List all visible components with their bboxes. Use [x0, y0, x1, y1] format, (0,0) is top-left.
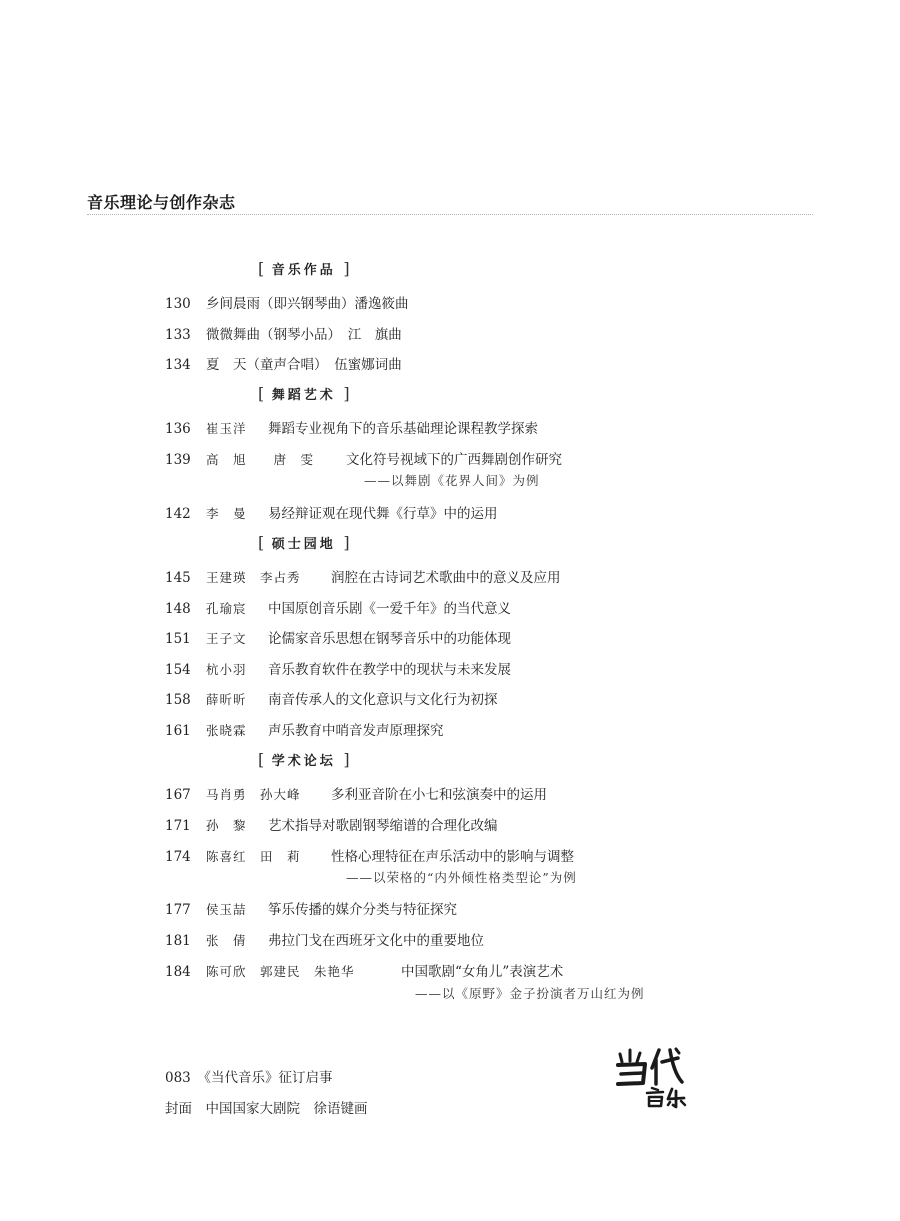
toc-entry[interactable]	[165, 353, 402, 373]
toc-entry[interactable]	[165, 783, 547, 803]
page-number: 134	[165, 357, 191, 373]
journal-logo	[612, 1044, 694, 1110]
page-number: 174	[165, 849, 191, 865]
article-title: 微微舞曲（钢琴小品） 江 旗曲	[206, 327, 402, 343]
article-title: 中国原创音乐剧《一爱千年》的当代意义	[268, 601, 511, 617]
author: 杭小羽	[206, 662, 247, 677]
toc-entry[interactable]	[165, 597, 511, 617]
page-number: 133	[165, 327, 191, 343]
section-title: 舞蹈艺术	[271, 388, 336, 403]
article-title: 性格心理特征在声乐活动中的影响与调整	[331, 849, 574, 865]
calligraphy-logo-icon	[612, 1044, 694, 1110]
page-number: 151	[165, 631, 191, 647]
toc-entry[interactable]	[165, 448, 562, 468]
toc-entry[interactable]	[165, 845, 574, 865]
toc-entry[interactable]	[165, 292, 409, 312]
page-number: 130	[165, 296, 191, 312]
bracket-left: [	[258, 533, 265, 552]
article-subtitle: ——以《原野》金子扮演者万山红为例	[415, 986, 645, 1001]
page-number: 154	[165, 662, 191, 678]
article-title: 多利亚音阶在小七和弦演奏中的运用	[331, 787, 547, 803]
bracket-left: [	[258, 750, 265, 769]
author: 崔玉洋	[206, 421, 247, 436]
article-title: 弗拉门戈在西班牙文化中的重要地位	[268, 933, 484, 949]
author: 李 曼	[206, 506, 247, 521]
toc-entry[interactable]	[165, 814, 498, 834]
article-title: 艺术指导对歌剧钢琴缩谱的合理化改编	[268, 818, 498, 834]
page-number: 158	[165, 692, 191, 708]
toc-entry[interactable]	[165, 627, 511, 647]
page-number: 142	[165, 506, 191, 522]
article-title: 易经辩证观在现代舞《行草》中的运用	[268, 506, 498, 522]
author: 王子文	[206, 631, 247, 646]
page-number: 148	[165, 601, 191, 617]
author: 孔瑜宸	[206, 601, 247, 616]
journal-header-title: 音乐理论与创作杂志	[87, 193, 236, 212]
article-title: 中国歌剧“女角儿”表演艺术	[401, 964, 564, 980]
section-heading-masters-garden	[258, 533, 350, 552]
section-heading-music-works	[258, 259, 350, 278]
page-number: 181	[165, 933, 191, 949]
article-title: 声乐教育中哨音发声原理探究	[268, 723, 444, 739]
section-title: 音乐作品	[271, 263, 336, 278]
page-number: 184	[165, 964, 191, 980]
article-title: 南音传承人的文化意识与文化行为初探	[268, 692, 498, 708]
section-heading-academic-forum	[258, 750, 350, 769]
page-number: 136	[165, 421, 191, 437]
author: 侯玉喆	[206, 902, 247, 917]
toc-entry[interactable]	[165, 502, 498, 522]
page-number: 177	[165, 902, 191, 918]
section-heading-dance-art	[258, 384, 350, 403]
bracket-right: ]	[343, 259, 350, 278]
toc-entry[interactable]	[165, 323, 402, 343]
section-title: 学术论坛	[271, 754, 336, 769]
toc-entry[interactable]	[165, 417, 538, 437]
toc-entry[interactable]	[165, 929, 484, 949]
article-title: 文化符号视域下的广西舞剧创作研究	[346, 452, 562, 468]
bracket-right: ]	[343, 384, 350, 403]
author: 张晓霖	[206, 723, 247, 738]
bracket-right: ]	[343, 750, 350, 769]
section-title: 硕士园地	[271, 537, 336, 552]
bracket-left: [	[258, 259, 265, 278]
article-title: 筝乐传播的媒介分类与特征探究	[268, 902, 457, 918]
article-subtitle: ——以舞剧《花界人间》为例	[364, 473, 540, 488]
toc-entry[interactable]	[165, 960, 563, 980]
cover-credit: 封面 中国国家大剧院 徐语键画	[165, 1101, 368, 1117]
page-number: 167	[165, 787, 191, 803]
toc-entry[interactable]	[165, 566, 561, 586]
page-number: 161	[165, 723, 191, 739]
author: 高 旭 唐 雯	[206, 452, 315, 467]
author: 陈可欣 郭建民 朱艳华	[206, 964, 355, 979]
article-title: 音乐教育软件在教学中的现状与未来发展	[268, 662, 511, 678]
toc-entry[interactable]	[165, 658, 511, 678]
article-subtitle: ——以荣格的“内外倾性格类型论”为例	[346, 870, 577, 885]
toc-entry[interactable]	[165, 898, 457, 918]
author: 张 倩	[206, 933, 247, 948]
toc-entry[interactable]	[165, 688, 498, 708]
bracket-left: [	[258, 384, 265, 403]
author: 薛昕昕	[206, 692, 247, 707]
bracket-right: ]	[343, 533, 350, 552]
subscription-notice[interactable]: 083 《当代音乐》征订启事	[165, 1070, 333, 1086]
page-number: 171	[165, 818, 191, 834]
article-title: 乡间晨雨（即兴钢琴曲）潘逸筱曲	[206, 296, 409, 312]
article-title: 论儒家音乐思想在钢琴音乐中的功能体现	[268, 631, 511, 647]
toc-entry[interactable]	[165, 719, 444, 739]
author: 马肖勇 孙大峰	[206, 787, 301, 802]
page-number: 145	[165, 570, 191, 586]
article-title: 夏 天（童声合唱） 伍蜜娜词曲	[206, 357, 402, 373]
page-number: 139	[165, 452, 191, 468]
article-title: 润腔在古诗词艺术歌曲中的意义及应用	[331, 570, 561, 586]
author: 陈喜红 田 莉	[206, 849, 301, 864]
author: 孙 黎	[206, 818, 247, 833]
author: 王建瑛 李占秀	[206, 570, 301, 585]
article-title: 舞蹈专业视角下的音乐基础理论课程教学探索	[268, 421, 538, 437]
